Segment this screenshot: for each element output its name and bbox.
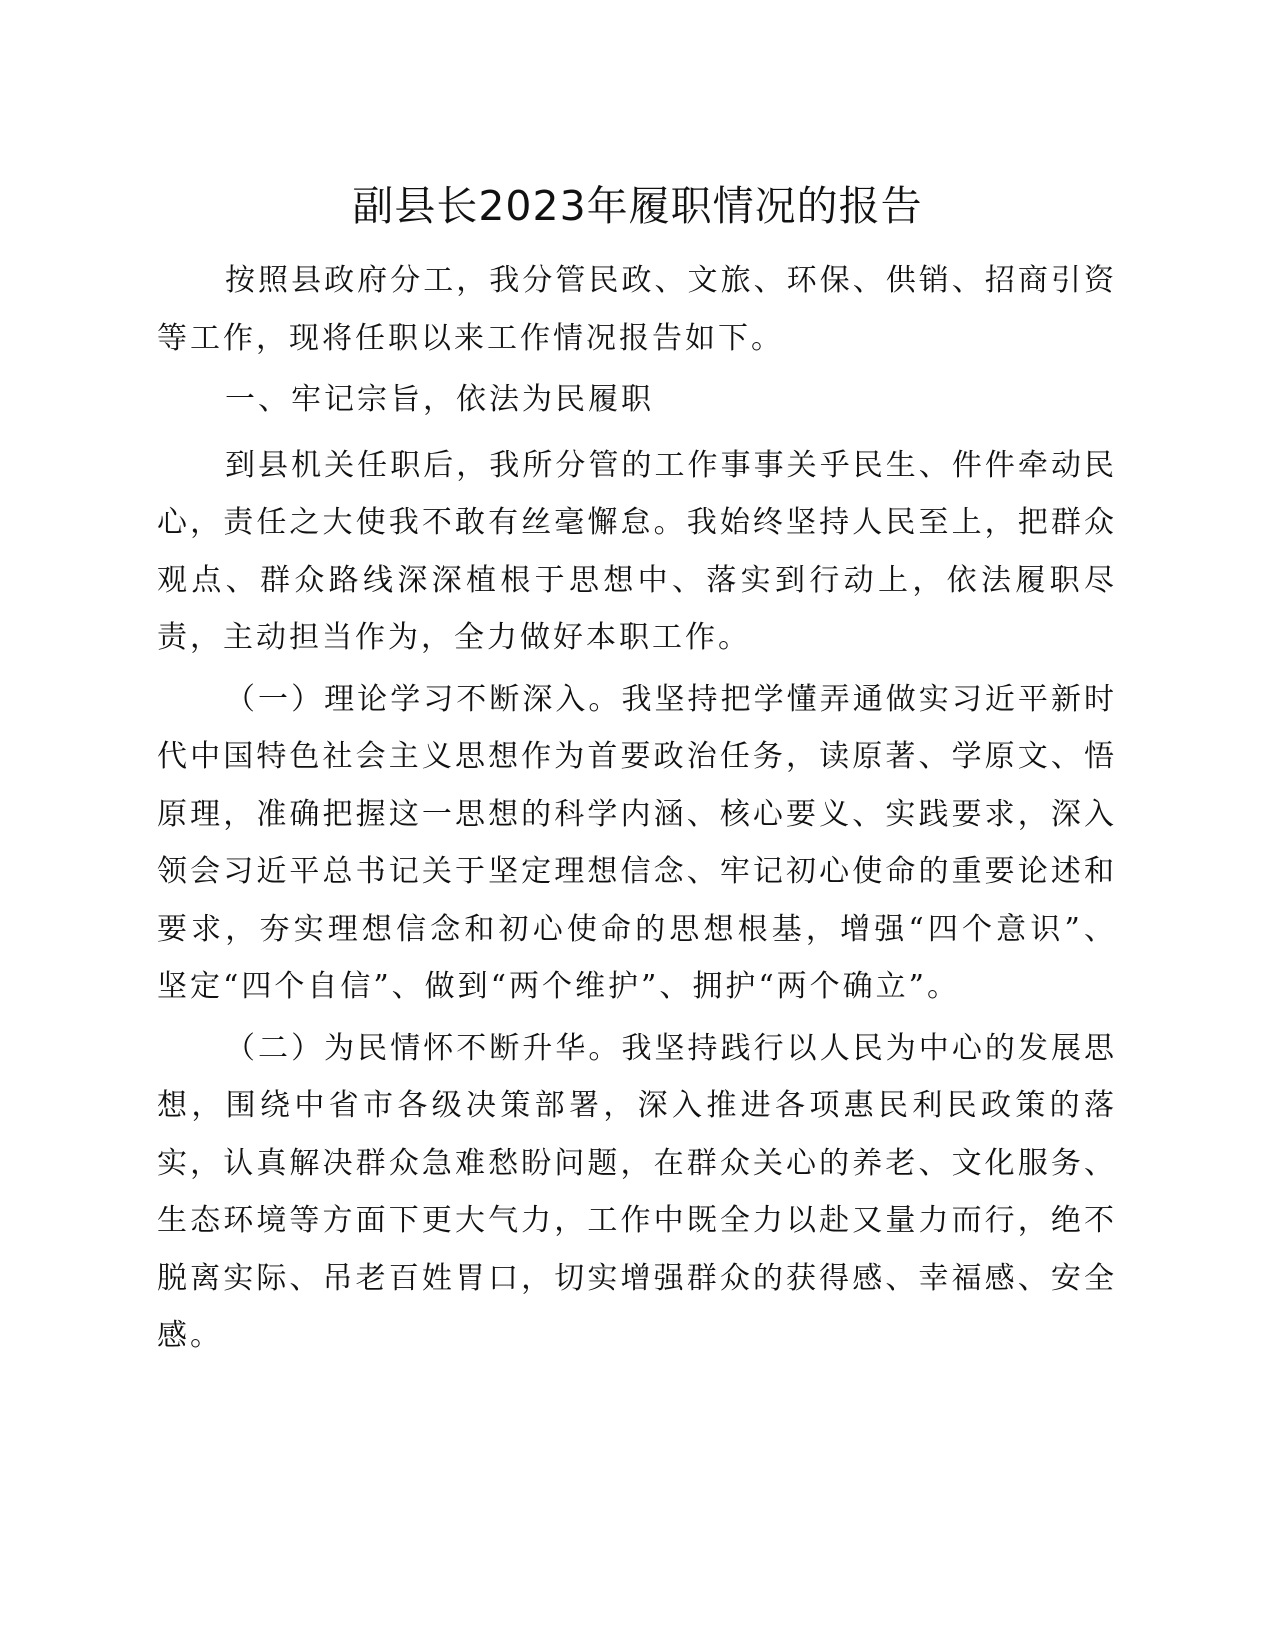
- subsection-1-paragraph: （一）理论学习不断深入。我坚持把学懂弄通做实习近平新时代中国特色社会主义思想作为首要政治任务，读原著、学原文、悟原理，准确把握这一思想的科学内涵、核心要义、实践要求，深入领会习近平总书记关于坚定理想信念、牢记初心使命的重要论述和要求，夯实理想信念和初心使命的思想根基，增强“四个意识”、坚定“四个自信”、做到“两个维护”、拥护“两个确立”。: [157, 681, 1117, 1004]
- section-heading-1: 一、牢记宗旨，依法为民履职: [225, 382, 654, 417]
- document-title: 副县长2023年履职情况的报告: [352, 182, 923, 230]
- intro-paragraph: 按照县政府分工，我分管民政、文旅、环保、供销、招商引资等工作，现将任职以来工作情况报告如下。: [157, 263, 1117, 356]
- document-body: [157, 252, 1117, 1369]
- section-1-paragraph: 到县机关任职后，我所分管的工作事事关乎民生、件件牵动民心，责任之大使我不敢有丝毫懈怠。我始终坚持人民至上，把群众观点、群众路线深深植根于思想中、落实到行动上，依法履职尽责，主动担当作为，全力做好本职工作。: [157, 447, 1117, 655]
- subsection-2-paragraph: （二）为民情怀不断升华。我坚持践行以人民为中心的发展思想，围绕中省市各级决策部署，深入推进各项惠民利民政策的落实，认真解决群众急难愁盼问题，在群众关心的养老、文化服务、生态环境等方面下更大气力，工作中既全力以赴又量力而行，绝不脱离实际、吊老百姓胃口，切实增强群众的获得感、幸福感、安全感。: [157, 1030, 1117, 1353]
